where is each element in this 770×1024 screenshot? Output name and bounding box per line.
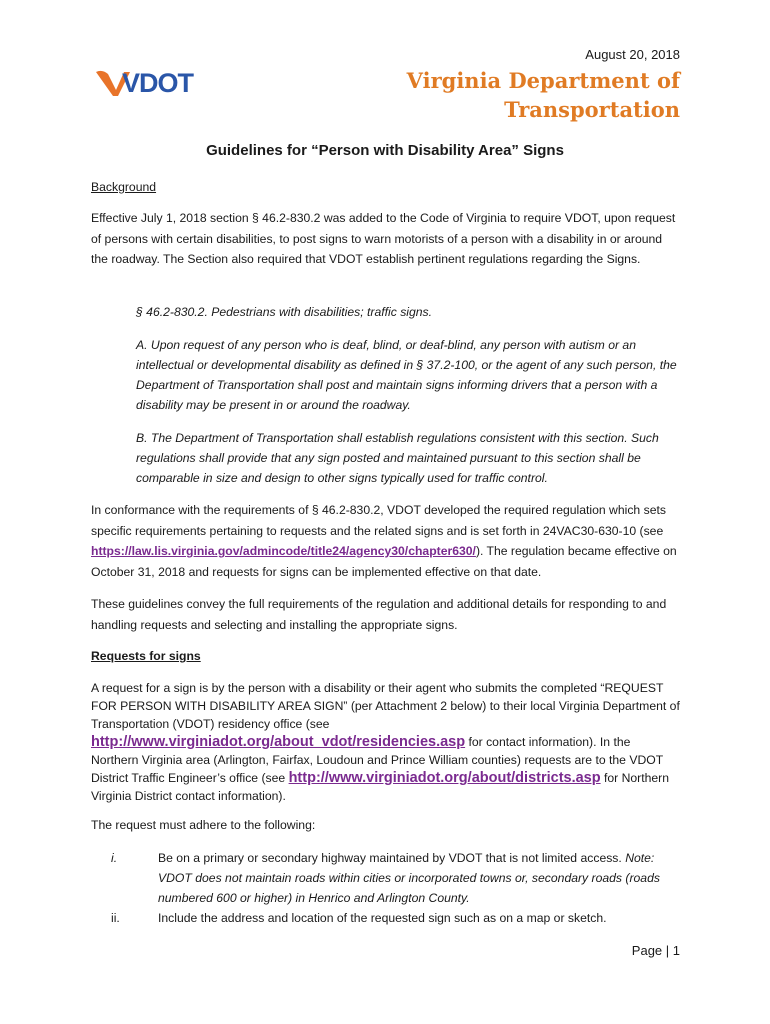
vdot-logo-text: VDOT (122, 68, 194, 98)
requests-paragraph-1 (91, 679, 681, 805)
list-item-text: Be on a primary or secondary highway maintained by VDOT that is not limited access. (158, 851, 622, 865)
paragraph-2-text-before: In conformance with the requirements of § 46.2-830.2, VDOT developed the required regulation which sets specific requirements pertaining to requests and the related signs and is set forth in 24VAC30-630-10 (see (91, 503, 666, 538)
statute-section-a: A. Upon request of any person who is deaf, blind, or deaf-blind, any person with autism or an intellectual or developmental disability as defined in § 37.2-100, or the agent of any such person, the Department of Transportation shall post and maintain signs informing drivers that a person with a disability may be present in or around the roadway. (136, 338, 677, 412)
document-date: August 20, 2018 (585, 47, 680, 62)
list-item-number: ii. (111, 911, 120, 925)
list-item-body (158, 908, 681, 928)
page-title: Guidelines for “Person with Disability Area” Signs (206, 142, 564, 159)
districts-link[interactable]: http://www.virginiadot.org/about/districts.asp (288, 770, 601, 786)
list-item-text: Include the address and location of the requested sign such as on a map or sketch. (158, 911, 607, 925)
list-item-note: Note: VDOT does not maintain roads within cities or incorporated towns or, secondary roads (roads numbered 600 or higher) in Henrico and Arlington County. (158, 851, 660, 905)
department-title-line2: Transportation (504, 97, 680, 122)
requests-text-c: for Northern Virginia District contact information). (91, 771, 670, 803)
residencies-link[interactable]: http://www.virginiadot.org/about_vdot/residencies.asp (91, 734, 466, 750)
requests-heading: Requests for signs (91, 649, 201, 663)
requests-text-b: for contact information). In the Northern Virginia area (Arlington, Fairfax, Loudoun and Prince William counties) requests are to the VDOT District Traffic Engineer’s office (see (91, 735, 663, 785)
list-item-body (158, 848, 681, 908)
statute-title: § 46.2-830.2. Pedestrians with disabilities; traffic signs. (136, 305, 433, 319)
background-paragraph-1: Effective July 1, 2018 section § 46.2-830.2 was added to the Code of Virginia to require VDOT, upon request of persons with certain disabilities, to post signs to warn motorists of a person with a disability in or around the roadway. The Section also required that VDOT establish pertinent regulations regarding the Signs. (91, 211, 676, 266)
requests-text-a: A request for a sign is by the person with a disability or their agent who submits the completed “REQUEST FOR PERSON WITH DISABILITY AREA SIGN” (per Attachment 2 below) to their local Virginia Department of Transportation (VDOT) residency office (see (91, 681, 680, 731)
requests-paragraph-2: The request must adhere to the following: (91, 818, 316, 832)
statute-section-b: B. The Department of Transportation shall establish regulations consistent with this section. Such regulations shall provide that any sign posted and maintained pursuant to this section shall be comparable in size and design to other signs typically used for traffic control. (136, 431, 659, 485)
department-title (380, 66, 680, 124)
background-heading: Background (91, 180, 157, 194)
regulation-link[interactable]: https://law.lis.virginia.gov/admincode/title24/agency30/chapter630/ (91, 544, 476, 558)
page-number: Page | 1 (631, 943, 680, 958)
background-paragraph-3: These guidelines convey the full requirements of the regulation and additional details for responding to and handling requests and selecting and installing the appropriate signs. (91, 597, 667, 632)
vdot-logo (94, 66, 204, 98)
list-item-number: i. (111, 851, 118, 865)
background-paragraph-2 (91, 500, 681, 582)
paragraph-2-text-after: ). The regulation became effective on October 31, 2018 and requests for signs can be implemented effective on that date. (91, 544, 677, 579)
department-title-line1: Virginia Department of (406, 68, 680, 93)
